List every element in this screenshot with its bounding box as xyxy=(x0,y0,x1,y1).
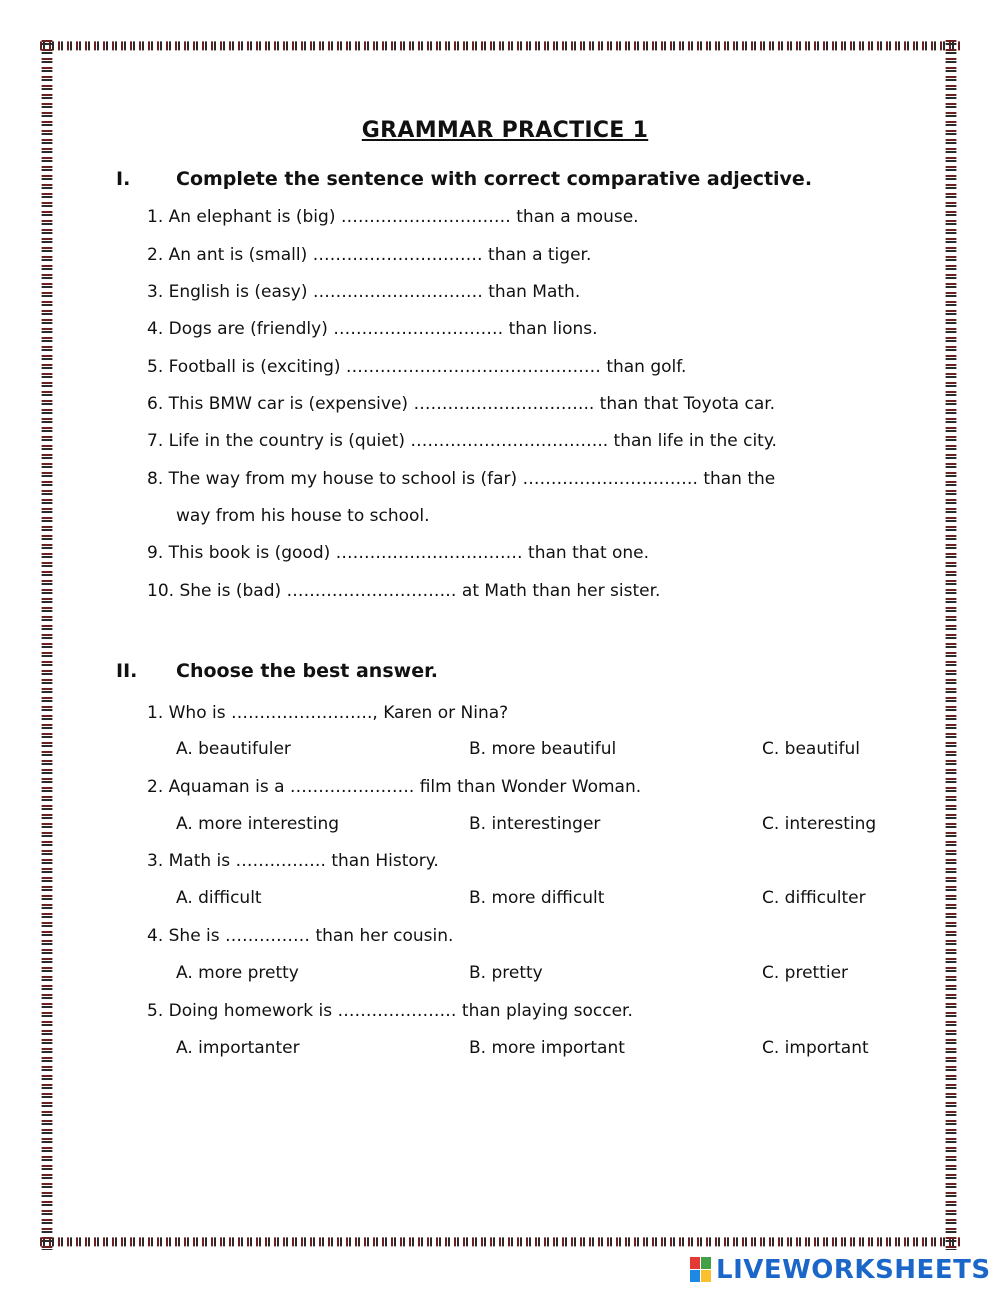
liveworksheets-logo-icon xyxy=(690,1257,712,1283)
question-1-option-b[interactable]: B. more beautiful xyxy=(469,739,617,759)
exercise-1-item-2: 2. An ant is (small) ………………………… than a tiger. xyxy=(147,245,592,265)
section-2-number: II. xyxy=(116,660,138,682)
question-3: 3. Math is ……………. than History. xyxy=(147,851,439,871)
exercise-1-item-5: 5. Football is (exciting) ……………………………………… than golf. xyxy=(147,357,687,377)
exercise-1-item-3: 3. English is (easy) ………………………… than Math. xyxy=(147,282,581,302)
question-2: 2. Aquaman is a …………………. film than Wonder Woman. xyxy=(147,777,642,797)
exercise-1-item-8: 8. The way from my house to school is (far) …………………………. than the xyxy=(147,469,776,489)
question-4-option-b[interactable]: B. pretty xyxy=(469,963,543,983)
section-2-title: Choose the best answer. xyxy=(176,660,438,682)
decorative-border-left xyxy=(38,40,56,1250)
question-4-option-a[interactable]: A. more pretty xyxy=(176,963,299,983)
question-4: 4. She is …………… than her cousin. xyxy=(147,926,454,946)
question-2-option-c[interactable]: C. interesting xyxy=(762,814,877,834)
question-2-option-a[interactable]: A. more interesting xyxy=(176,814,340,834)
question-2-option-b[interactable]: B. interestinger xyxy=(469,814,601,834)
question-5-option-b[interactable]: B. more important xyxy=(469,1038,625,1058)
exercise-1-item-10: 10. She is (bad) ………………………… at Math than her sister. xyxy=(147,581,661,601)
decorative-border-bottom xyxy=(40,1232,960,1250)
exercise-1-item-1: 1. An elephant is (big) ………………………… than a mouse. xyxy=(147,207,639,227)
question-5-option-a[interactable]: A. importanter xyxy=(176,1038,300,1058)
question-5: 5. Doing homework is ………………… than playing soccer. xyxy=(147,1001,633,1021)
question-3-option-c[interactable]: C. difficulter xyxy=(762,888,866,908)
question-4-option-c[interactable]: C. prettier xyxy=(762,963,849,983)
question-3-option-b[interactable]: B. more difficult xyxy=(469,888,605,908)
exercise-1-item-4: 4. Dogs are (friendly) ………………………… than lions. xyxy=(147,319,598,339)
section-2-heading xyxy=(116,660,916,684)
question-1: 1. Who is ……………………., Karen or Nina? xyxy=(147,703,509,723)
exercise-1-item-8-continued: way from his house to school. xyxy=(176,506,430,526)
liveworksheets-logo xyxy=(690,1253,991,1287)
decorative-border-right xyxy=(942,40,960,1250)
question-1-option-c[interactable]: C. beautiful xyxy=(762,739,860,759)
page-title: GRAMMAR PRACTICE 1 xyxy=(361,118,649,143)
question-1-option-a[interactable]: A. beautifuler xyxy=(176,739,291,759)
section-1-number: I. xyxy=(116,168,131,190)
section-1-title: Complete the sentence with correct comparative adjective. xyxy=(176,168,813,190)
question-3-option-a[interactable]: A. difficult xyxy=(176,888,262,908)
question-5-option-c[interactable]: C. important xyxy=(762,1038,869,1058)
exercise-1-item-6: 6. This BMW car is (expensive) ………………………….. than that Toyota car. xyxy=(147,394,776,414)
section-1-heading xyxy=(116,168,916,192)
liveworksheets-wordmark: LIVEWORKSHEETS xyxy=(716,1255,991,1285)
exercise-1-item-7: 7. Life in the country is (quiet) …………………………….. than life in the city. xyxy=(147,431,777,451)
exercise-1-item-9: 9. This book is (good) …………………………… than that one. xyxy=(147,543,650,563)
decorative-border-top xyxy=(40,36,960,54)
